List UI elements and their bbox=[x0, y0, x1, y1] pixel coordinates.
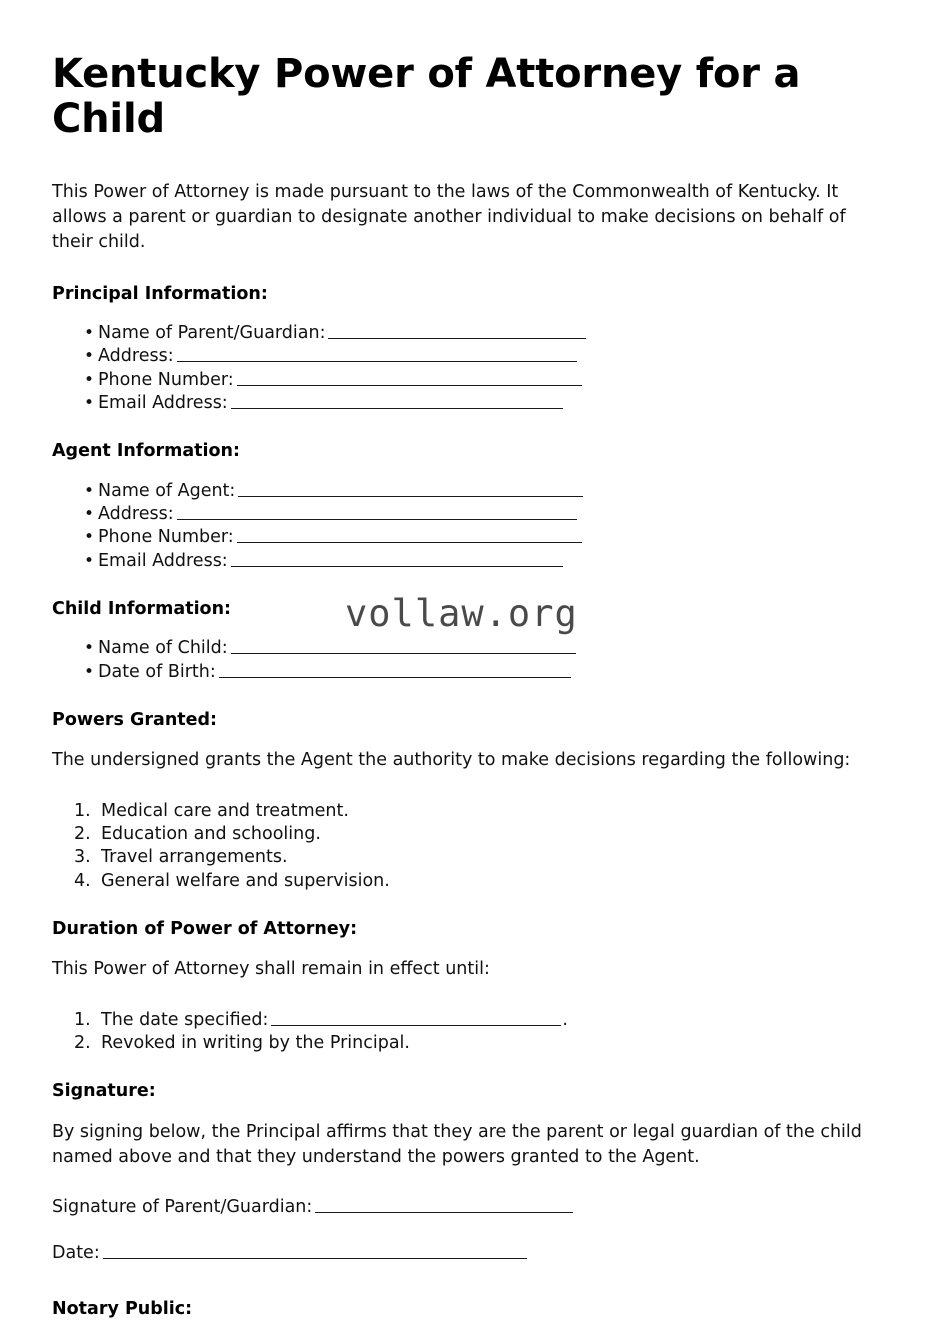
principal-information-field-list bbox=[52, 322, 891, 415]
list-item: Medical care and treatment. bbox=[101, 800, 349, 821]
list-item bbox=[52, 392, 891, 415]
field-label: Phone Number: bbox=[98, 527, 234, 548]
list-item bbox=[52, 550, 891, 573]
blank-line[interactable] bbox=[219, 663, 571, 678]
child-information-heading: Child Information: bbox=[52, 598, 232, 619]
blank-line[interactable] bbox=[177, 505, 577, 520]
blank-line[interactable] bbox=[177, 347, 577, 362]
field-label: Email Address: bbox=[98, 393, 228, 414]
list-item bbox=[52, 1009, 891, 1032]
field-label: Name of Agent: bbox=[98, 480, 236, 501]
principal-information-heading: Principal Information: bbox=[52, 283, 268, 304]
field-label: Address: bbox=[98, 346, 174, 367]
powers-granted-list bbox=[52, 800, 891, 893]
date-blank-line[interactable] bbox=[103, 1244, 527, 1259]
page-title: Kentucky Power of Attorney for a Child bbox=[52, 51, 801, 142]
signature-statement: By signing below, the Principal affirms that they are the parent or legal guardian of the child named above and that they understand the powers granted to the Agent. bbox=[52, 1121, 862, 1168]
duration-intro: This Power of Attorney shall remain in effect until: bbox=[52, 959, 490, 980]
signature-heading: Signature: bbox=[52, 1081, 156, 1102]
agent-information-heading: Agent Information: bbox=[52, 441, 240, 462]
blank-line[interactable] bbox=[231, 639, 576, 654]
field-label: Name of Parent/Guardian: bbox=[98, 323, 326, 344]
powers-granted-intro: The undersigned grants the Agent the authority to make decisions regarding the following: bbox=[52, 750, 851, 771]
child-information-field-list bbox=[52, 637, 891, 684]
signature-date-row bbox=[52, 1242, 891, 1265]
list-item bbox=[52, 322, 891, 345]
blank-line[interactable] bbox=[328, 324, 586, 339]
agent-information-field-list bbox=[52, 480, 891, 573]
signature-blank-line[interactable] bbox=[315, 1198, 573, 1213]
list-item: Travel arrangements. bbox=[101, 847, 288, 868]
signature-of-parent-guardian-row bbox=[52, 1196, 891, 1219]
duration-list bbox=[52, 1009, 891, 1056]
blank-line[interactable] bbox=[237, 528, 582, 543]
duration-heading: Duration of Power of Attorney: bbox=[52, 918, 358, 939]
field-label: Revoked in writing by the Principal. bbox=[101, 1032, 410, 1053]
list-item bbox=[52, 661, 891, 684]
field-suffix: . bbox=[562, 1009, 568, 1030]
spacer bbox=[52, 1287, 891, 1297]
blank-line[interactable] bbox=[238, 482, 583, 497]
list-item bbox=[52, 503, 891, 526]
field-label: The date specified: bbox=[101, 1009, 269, 1030]
watermark-vollaw: vollaw.org bbox=[345, 592, 578, 635]
field-label: Phone Number: bbox=[98, 369, 234, 390]
field-label: Date: bbox=[52, 1242, 100, 1263]
blank-line[interactable] bbox=[271, 1011, 561, 1026]
list-item bbox=[52, 480, 891, 503]
field-label: Signature of Parent/Guardian: bbox=[52, 1197, 313, 1218]
list-item bbox=[52, 345, 891, 368]
intro-paragraph: This Power of Attorney is made pursuant to the laws of the Commonwealth of Kentucky. It allows a parent or guardian to designate another individual to make decisions on behalf of their child. bbox=[52, 181, 846, 253]
field-label: Email Address: bbox=[98, 550, 228, 571]
blank-line[interactable] bbox=[231, 552, 563, 567]
notary-public-heading: Notary Public: bbox=[52, 1299, 193, 1319]
list-item: Education and schooling. bbox=[101, 824, 321, 845]
list-item bbox=[52, 369, 891, 392]
blank-line[interactable] bbox=[231, 394, 563, 409]
list-item: General welfare and supervision. bbox=[101, 870, 390, 891]
powers-granted-heading: Powers Granted: bbox=[52, 709, 218, 730]
field-label: Date of Birth: bbox=[98, 661, 216, 682]
list-item bbox=[52, 526, 891, 549]
list-item bbox=[52, 637, 891, 660]
field-label: Address: bbox=[98, 504, 174, 525]
field-label: Name of Child: bbox=[98, 638, 228, 659]
blank-line[interactable] bbox=[237, 371, 582, 386]
list-item bbox=[52, 1032, 891, 1055]
